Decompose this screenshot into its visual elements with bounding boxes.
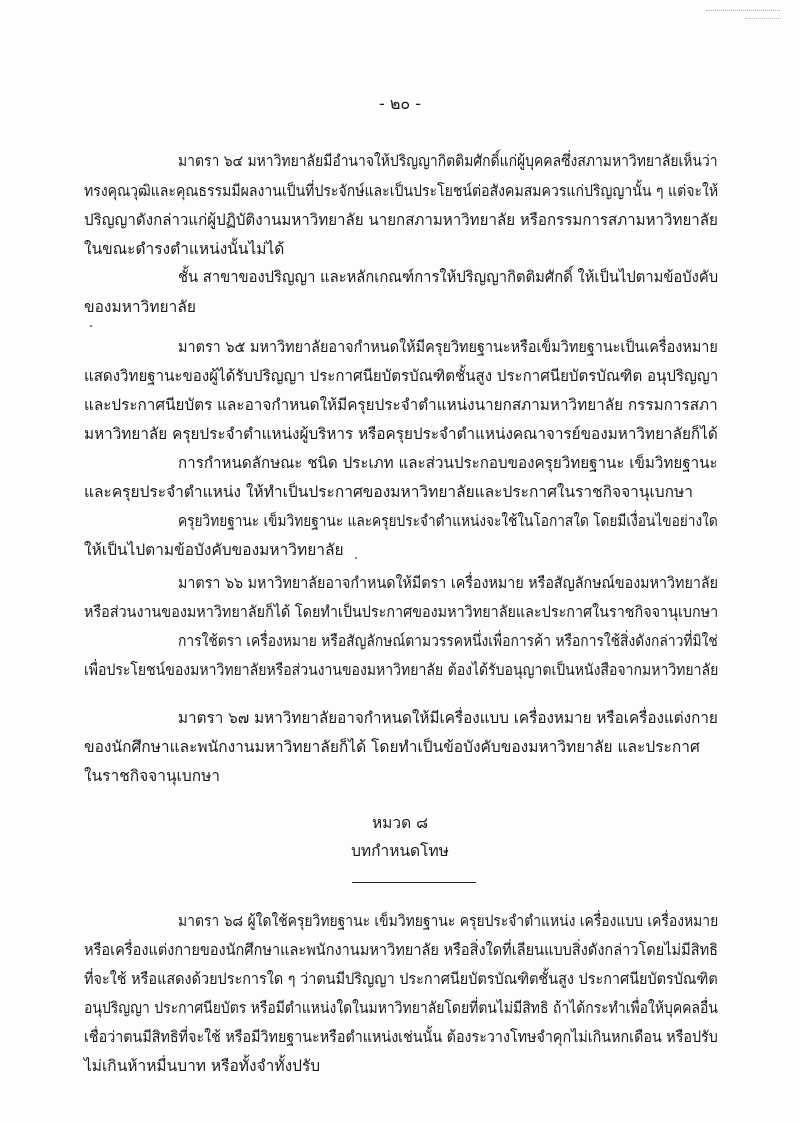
- section-65-line: และครุยประจำตำแหน่ง ให้ทำเป็นประกาศของมหาวิทยาลัยและประกาศในราชกิจจานุเบกษา: [84, 483, 693, 501]
- section-68-line: มาตรา ๖๘ ผู้ใดใช้ครุยวิทยฐานะ เข็มวิทยฐานะ ครุยประจำตำแหน่ง เครื่องแบบ เครื่องหมาย: [178, 912, 719, 930]
- section-65-line: มหาวิทยาลัย ครุยประจำตำแหน่งผู้บริหาร หรือครุยประจำตำแหน่งคณาจารย์ของมหาวิทยาลัยก็ได้: [84, 425, 718, 443]
- section-67-line: มาตรา ๖๗ มหาวิทยาลัยอาจกำหนดให้มีเครื่องแบบ เครื่องหมาย หรือเครื่องแต่งกาย: [178, 709, 718, 727]
- section-66-line: เพื่อประโยชน์ของมหาวิทยาลัยหรือส่วนงานของมหาวิทยาลัย ต้องได้รับอนุญาตเป็นหนังสือจากมหาวิทยาลัย: [84, 661, 719, 679]
- section-68-line: ไม่เกินห้าหมื่นบาท หรือทั้งจำทั้งปรับ: [84, 1057, 321, 1075]
- section-64-line: ในขณะดำรงตำแหน่งนั้นไม่ได้: [84, 240, 285, 258]
- divider-line: [352, 882, 476, 883]
- section-65-line: ครุยวิทยฐานะ เข็มวิทยฐานะ และครุยประจำตำแหน่งจะใช้ในโอกาสใด โดยมีเงื่อนไขอย่างใด: [178, 512, 718, 530]
- section-67-line: ในราชกิจจานุเบกษา: [84, 767, 221, 785]
- section-65-line: การกำหนดลักษณะ ชนิด ประเภท และส่วนประกอบของครุยวิทยฐานะ เข็มวิทยฐานะ: [178, 454, 718, 472]
- scan-speck: [355, 557, 357, 559]
- section-65-line: ให้เป็นไปตามข้อบังคับของมหาวิทยาลัย: [84, 541, 344, 559]
- section-64-line: ชั้น สาขาของปริญญา และหลักเกณฑ์การให้ปริญญากิตติมศักดิ์ ให้เป็นไปตามข้อบังคับ: [178, 268, 719, 286]
- section-67-line: ของนักศึกษาและพนักงานมหาวิทยาลัยก็ได้ โดยทำเป็นข้อบังคับของมหาวิทยาลัย และประกาศ: [84, 738, 700, 756]
- scan-mark: [745, 18, 781, 19]
- section-66-line: การใช้ตรา เครื่องหมาย หรือสัญลักษณ์ตามวรรคหนึ่งเพื่อการค้า หรือการใช้สิ่งดังกล่าวที่มิใช่: [178, 632, 718, 650]
- section-68-line: หรือเครื่องแต่งกายของนักศึกษาและพนักงานมหาวิทยาลัย หรือสิ่งใดที่เลียนแบบสิ่งดังกล่าวโดยไม่มีสิทธิ: [84, 941, 719, 959]
- scan-speck: [90, 325, 92, 327]
- section-68-line: เชื่อว่าตนมีสิทธิที่จะใช้ หรือมีวิทยฐานะหรือตำแหน่งเช่นนั้น ต้องระวางโทษจำคุกไม่เกินหกเดือน หรือปรับ: [84, 1028, 718, 1046]
- section-64-line: ของมหาวิทยาลัย: [84, 298, 196, 316]
- section-64-line: มาตรา ๖๔ มหาวิทยาลัยมีอำนาจให้ปริญญากิตติมศักดิ์แก่ผู้บุคคลซึ่งสภามหาวิทยาลัยเห็นว่า: [178, 152, 718, 170]
- section-65-line: มาตรา ๖๕ มหาวิทยาลัยอาจกำหนดให้มีครุยวิทยฐานะหรือเข็มวิทยฐานะเป็นเครื่องหมาย: [178, 338, 718, 356]
- section-66-line: หรือส่วนงานของมหาวิทยาลัยก็ได้ โดยทำเป็นประกาศของมหาวิทยาลัยและประกาศในราชกิจจานุเบกษา: [84, 603, 719, 621]
- section-68-line: ที่จะใช้ หรือแสดงด้วยประการใด ๆ ว่าตนมีปริญญา ประกาศนียบัตรบัณฑิตชั้นสูง ประกาศนียบัตรบัณฑิต: [84, 970, 718, 988]
- section-66-line: มาตรา ๖๖ มหาวิทยาลัยอาจกำหนดให้มีตรา เครื่องหมาย หรือสัญลักษณ์ของมหาวิทยาลัย: [178, 574, 718, 592]
- scan-mark: [706, 10, 780, 11]
- section-65-line: และประกาศนียบัตร และอาจกำหนดให้มีครุยประจำตำแหน่งนายกสภามหาวิทยาลัย กรรมการสภา: [84, 396, 718, 414]
- section-68-line: อนุปริญญา ประกาศนียบัตร หรือมีตำแหน่งใดในมหาวิทยาลัยโดยที่ตนไม่มีสิทธิ ถ้าได้กระทำเพื่อให้บุคคลอื่น: [84, 999, 718, 1017]
- section-64-line: ปริญญาดังกล่าวแก่ผู้ปฏิบัติงานมหาวิทยาลัย นายกสภามหาวิทยาลัย หรือกรรมการสภามหาวิทยาลัย: [84, 211, 718, 229]
- section-65-line: แสดงวิทยฐานะของผู้ได้รับปริญญา ประกาศนียบัตรบัณฑิตชั้นสูง ประกาศนียบัตรบัณฑิต อนุปริญญา: [84, 367, 719, 385]
- chapter-title: บทกำหนดโทษ: [351, 842, 449, 860]
- section-64-line: ทรงคุณวุฒิและคุณธรรมมีผลงานเป็นที่ประจักษ์และเป็นประโยชน์ต่อสังคมสมควรแก่ปริญญานั้น ๆ แต่จะให้: [84, 182, 719, 200]
- chapter-number: หมวด ๘: [371, 814, 429, 832]
- page-number: - ๒๐ -: [378, 94, 422, 113]
